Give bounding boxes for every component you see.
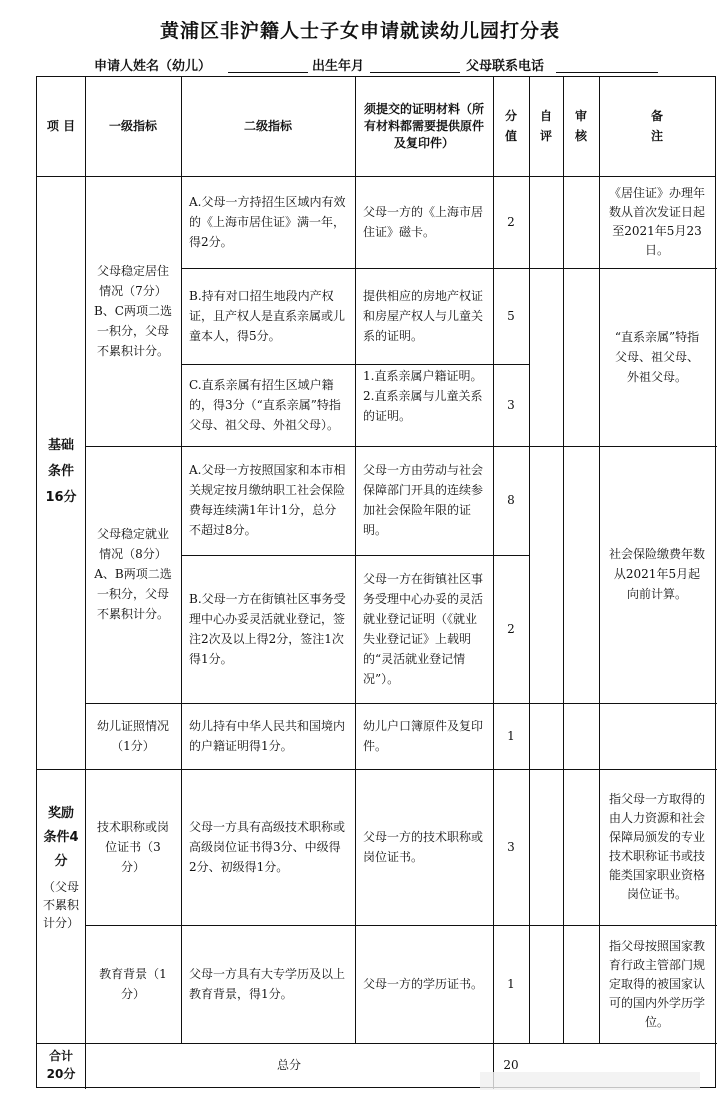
r8-level2: 父母一方具有大专学历及以上教育背景，得1分。	[189, 967, 346, 1001]
r4-level2: A.父母一方按照国家和本市相关规定按月缴纳职工社会保险费每连续满1年计1分，总分不超过8分。	[189, 463, 346, 537]
parent-phone-label: 父母联系电话	[466, 59, 545, 74]
r1-score: 2	[507, 214, 515, 229]
header-level1: 一级指标	[108, 119, 157, 133]
total-score: 20	[503, 1058, 519, 1072]
header-review: 审核	[574, 109, 587, 143]
r2-score: 5	[507, 308, 515, 323]
parent-phone-line[interactable]	[556, 72, 658, 73]
section-reward	[37, 769, 85, 965]
child-id-level1: 幼儿证照情况（1分）	[97, 718, 170, 753]
r3-level2: C.直系亲属有招生区域户籍的，得3分（“直系亲属”特指父母、祖父母、外祖父母）。	[189, 377, 341, 432]
r3-material	[355, 364, 493, 445]
r6-material: 幼儿户口簿原件及复印件。	[363, 718, 484, 753]
col-divider	[529, 77, 530, 1043]
applicant-name-line[interactable]	[228, 72, 308, 73]
applicant-name-label: 申请人姓名（幼儿）	[94, 59, 212, 74]
watermark-overlay	[480, 1072, 700, 1090]
r1-level2: A.父母一方持招生区域内有效的《上海市居住证》满一年，得2分。	[189, 194, 346, 249]
r5-material: 父母一方在街镇社区事务受理中心办妥的灵活就业登记证明（《就业失业登记证》上载明的“灵活就业登记情况”）。	[363, 571, 484, 686]
header-materials: 须提交的证明材料（所有材料都需要提供原件及复印件）	[363, 101, 484, 150]
section-reward-note: （父母不累积计分）	[43, 880, 80, 930]
r3-material-item1: 1.直系亲属户籍证明。	[363, 369, 483, 383]
r3-score: 3	[507, 397, 515, 412]
r7-remark: 指父母一方取得的由人力资源和社会保障局颁发的专业技术职称证书或技能类国家职业资格岗位证书。	[608, 791, 705, 901]
education-level1: 教育背景（1分）	[99, 967, 167, 1001]
birth-date-label: 出生年月	[312, 59, 365, 74]
r7-score: 3	[507, 839, 515, 854]
form-title: 黄浦区非沪籍人士子女申请就读幼儿园打分表	[159, 20, 560, 42]
section-basic: 基础条件16分	[45, 438, 77, 505]
total-label: 总分	[276, 1058, 301, 1072]
r1-material: 父母一方的《上海市居住证》磁卡。	[363, 204, 484, 239]
col-divider	[563, 77, 564, 1043]
r1-remark: 《居住证》办理年数从首次发证日起至2021年5月23日。	[608, 185, 705, 257]
birth-date-line[interactable]	[370, 72, 460, 73]
residence-group: 父母稳定居住情况（7分）B、C两项二选一积分，父母不累积计分。	[93, 263, 172, 358]
r6-level2: 幼儿持有中华人民共和国境内的户籍证明得1分。	[189, 718, 346, 753]
r5-score: 2	[507, 621, 515, 636]
header-score: 分值	[504, 109, 517, 143]
r4-score: 8	[507, 493, 515, 507]
section-reward-title: 奖励条件4分	[43, 806, 79, 869]
header-item: 项 目	[46, 119, 76, 133]
r5-level2: B.父母一方在街镇社区事务受理中心办妥灵活就业登记，签注2次及以上得2分，签注1次得1分。	[189, 591, 346, 666]
employment-group: 父母稳定就业情况（8分）A、B两项二选一积分，父母不累积计分。	[94, 527, 172, 621]
title-cert-level1: 技术职称或岗位证书（3分）	[97, 819, 170, 874]
r8-remark: 指父母按照国家教育行政主管部门规定取得的被国家认可的国内外学历学位。	[608, 938, 705, 1029]
r45-remark: 社会保险缴费年数从2021年5月起向前计算。	[609, 547, 706, 601]
section-total: 合计20分	[46, 1049, 76, 1081]
header-self-eval: 自评	[539, 109, 552, 143]
header-remark: 备注	[650, 109, 663, 143]
r2-material: 提供相应的房地产权证和房屋产权人与儿童关系的证明。	[363, 288, 484, 343]
r2-level2: B.持有对口招生地段内产权证，且产权人是直系亲属或儿童本人，得5分。	[189, 288, 346, 343]
r6-score: 1	[507, 728, 515, 743]
header-level2: 二级指标	[243, 119, 292, 133]
r7-level2: 父母一方具有高级技术职称或高级岗位证书得3分、中级得2分、初级得1分。	[189, 819, 346, 874]
r23-remark: “直系亲属”特指父母、祖父母、外祖父母。	[614, 329, 700, 384]
r8-material: 父母一方的学历证书。	[363, 977, 484, 991]
r4-material: 父母一方由劳动与社会保障部门开具的连续参加社会保险年限的证明。	[363, 463, 484, 537]
r8-score: 1	[507, 977, 515, 991]
r3-material-item2: 2.直系亲属与儿童关系的证明。	[363, 389, 483, 423]
r7-material: 父母一方的技术职称或岗位证书。	[363, 829, 484, 864]
